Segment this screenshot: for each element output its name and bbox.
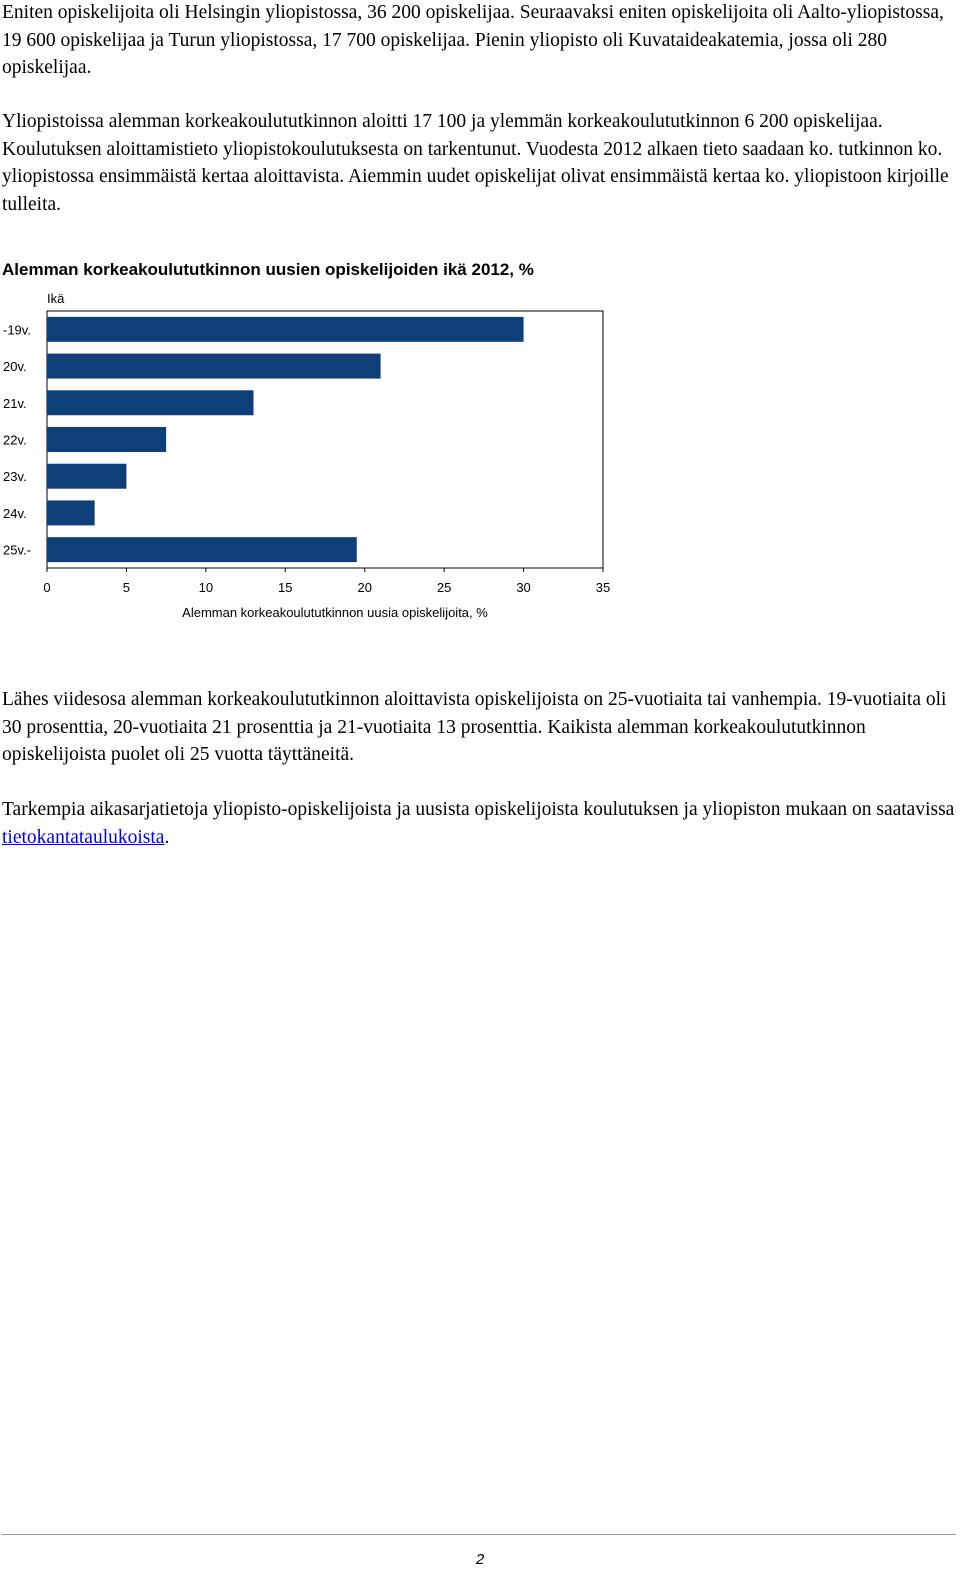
- period: .: [164, 826, 170, 848]
- x-tick-label-8: 35: [595, 580, 611, 595]
- bar-4: [47, 427, 166, 452]
- bar-7: [47, 537, 357, 562]
- database-tables-link[interactable]: tietokantataulukoista: [2, 826, 165, 848]
- page-number: 2: [475, 1551, 485, 1568]
- database-paragraph: [2, 796, 958, 851]
- category-label-7: 25v.-: [3, 542, 31, 558]
- x-tick-label-4: 15: [278, 580, 293, 595]
- x-axis-label: Alemman korkeakoulututkinnon uusia opiskelijoita, %: [182, 605, 488, 620]
- bar-3: [47, 390, 254, 415]
- x-tick-label-3: 10: [198, 580, 214, 595]
- x-tick-label-2: 5: [122, 580, 131, 595]
- bar-5: [47, 464, 126, 489]
- category-label-6: 24v.: [3, 505, 27, 521]
- category-label-5: 23v.: [3, 469, 27, 485]
- intro-paragraph: Eniten opiskelijoita oli Helsingin yliopistossa, 36 200 opiskelijaa. Seuraavaksi eniten opiskelijoita oli Aalto-yliopistossa, 19 600 opiskelijaa ja Turun yliopistossa, 17 700 opiskelijaa. Pienin yliopisto oli Kuvataideakatemia, jossa oli 280 opiskelijaa.: [2, 2, 944, 78]
- category-label-4: 22v.: [3, 432, 27, 448]
- x-tick-label-7: 30: [516, 580, 531, 595]
- x-tick-label-6: 25: [436, 580, 452, 595]
- age-summary-paragraph: Lähes viidesosa alemman korkeakoulututkinnon aloittavista opiskelijoista on 25-vuotiaita tai vanhempia. 19-vuotiaita oli 30 prosenttia, 20-vuotiaita 21 prosenttia ja 21-vuotiaita 13 prosenttia. Kaikista alemman korkeakoulututkinnon opiskelijoista puolet oli 25 vuotta täyttäneitä.: [2, 689, 947, 765]
- x-tick-label-5: 20: [357, 580, 372, 595]
- bar-1: [47, 317, 524, 342]
- category-label-1: -19v.: [3, 322, 31, 338]
- chart-title: Alemman korkeakoulututkinnon uusien opiskelijoiden ikä 2012, %: [2, 260, 534, 279]
- category-label-2: 20v.: [3, 359, 27, 375]
- degree-start-paragraph: Yliopistoissa alemman korkeakoulututkinnon aloitti 17 100 ja ylemmän korkeakoulututkinnon 6 200 opiskelijaa. Koulutuksen aloittamistieto yliopistokoulutuksesta on tarkentunut. Vuodesta 2012 alkaen tieto saadaan ko. tutkinnon ko. yliopistossa ensimmäistä kertaa aloittavista. Aiemmin uudet opiskelijat olivat ensimmäistä kertaa ko. yliopistoon kirjoille tulleita.: [2, 111, 949, 215]
- category-label-3: 21v.: [3, 395, 27, 411]
- database-text: Tarkempia aikasarjatietoja yliopisto-opiskelijoista ja uusista opiskelijoista koulutuksen ja yliopiston mukaan on saatavissa: [2, 799, 955, 820]
- y-axis-label: Ikä: [47, 291, 65, 306]
- plot-area: [3, 311, 610, 595]
- bar-6: [47, 500, 95, 525]
- x-tick-label-1: 0: [43, 580, 51, 595]
- age-bar-chart: [0, 285, 640, 630]
- footer-divider: [2, 1534, 956, 1535]
- bar-2: [47, 354, 381, 379]
